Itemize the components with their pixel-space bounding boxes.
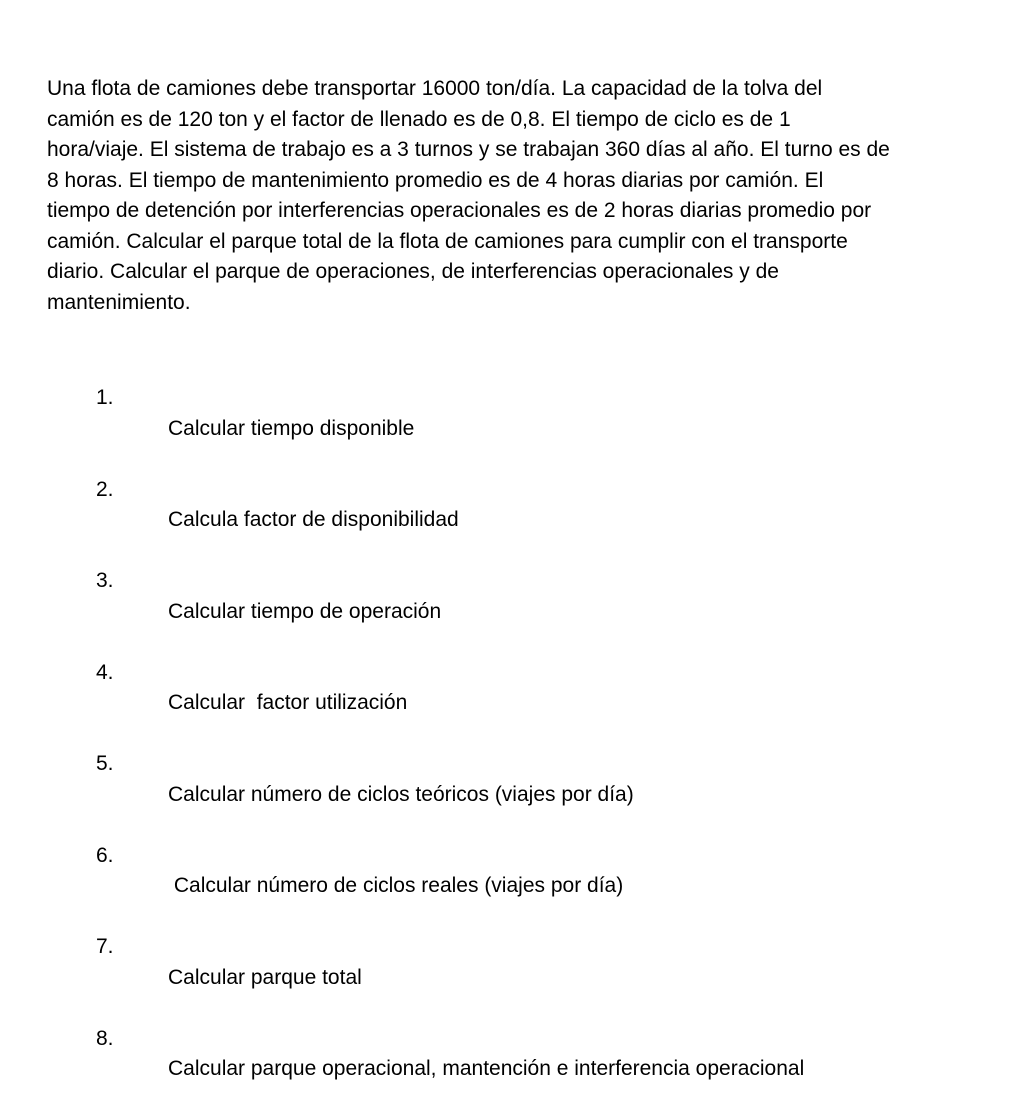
list-item bbox=[96, 475, 804, 567]
step-text: Calcular parque total bbox=[168, 966, 362, 989]
list-item bbox=[96, 749, 804, 841]
step-text: Calcular tiempo disponible bbox=[168, 417, 414, 440]
steps-list bbox=[96, 383, 804, 1115]
list-item bbox=[96, 658, 804, 750]
step-number: 2. bbox=[96, 475, 114, 506]
step-number: 4. bbox=[96, 658, 114, 689]
step-number: 7. bbox=[96, 932, 114, 963]
step-text: Calcular factor utilización bbox=[168, 691, 407, 714]
step-text: Calcular número de ciclos teóricos (viajes por día) bbox=[168, 783, 634, 806]
list-item bbox=[96, 841, 804, 933]
problem-line: hora/viaje. El sistema de trabajo es a 3 turnos y se trabajan 360 días al año. El turno es de bbox=[47, 135, 987, 166]
problem-line: camión. Calcular el parque total de la flota de camiones para cumplir con el transporte bbox=[47, 227, 987, 258]
problem-line: 8 horas. El tiempo de mantenimiento promedio es de 4 horas diarias por camión. El bbox=[47, 166, 987, 197]
step-number: 5. bbox=[96, 749, 114, 780]
step-text: Calcula factor de disponibilidad bbox=[168, 508, 459, 531]
problem-line: tiempo de detención por interferencias operacionales es de 2 horas diarias promedio por bbox=[47, 196, 987, 227]
step-number: 8. bbox=[96, 1024, 114, 1055]
step-text: Calcular número de ciclos reales (viajes por día) bbox=[168, 874, 623, 897]
problem-line: diario. Calcular el parque de operaciones, de interferencias operacionales y de bbox=[47, 257, 987, 288]
step-text: Calcular tiempo de operación bbox=[168, 600, 441, 623]
problem-line: camión es de 120 ton y el factor de llenado es de 0,8. El tiempo de ciclo es de 1 bbox=[47, 105, 987, 136]
list-item bbox=[96, 932, 804, 1024]
problem-line: Una flota de camiones debe transportar 16000 ton/día. La capacidad de la tolva del bbox=[47, 74, 987, 105]
step-text: Calcular parque operacional, mantención e interferencia operacional bbox=[168, 1057, 804, 1080]
list-item bbox=[96, 1024, 804, 1115]
problem-line: mantenimiento. bbox=[47, 288, 987, 319]
problem-statement bbox=[47, 74, 987, 318]
step-number: 3. bbox=[96, 566, 114, 597]
step-number: 1. bbox=[96, 383, 114, 414]
step-number: 6. bbox=[96, 841, 114, 872]
list-item bbox=[96, 383, 804, 475]
list-item bbox=[96, 566, 804, 658]
